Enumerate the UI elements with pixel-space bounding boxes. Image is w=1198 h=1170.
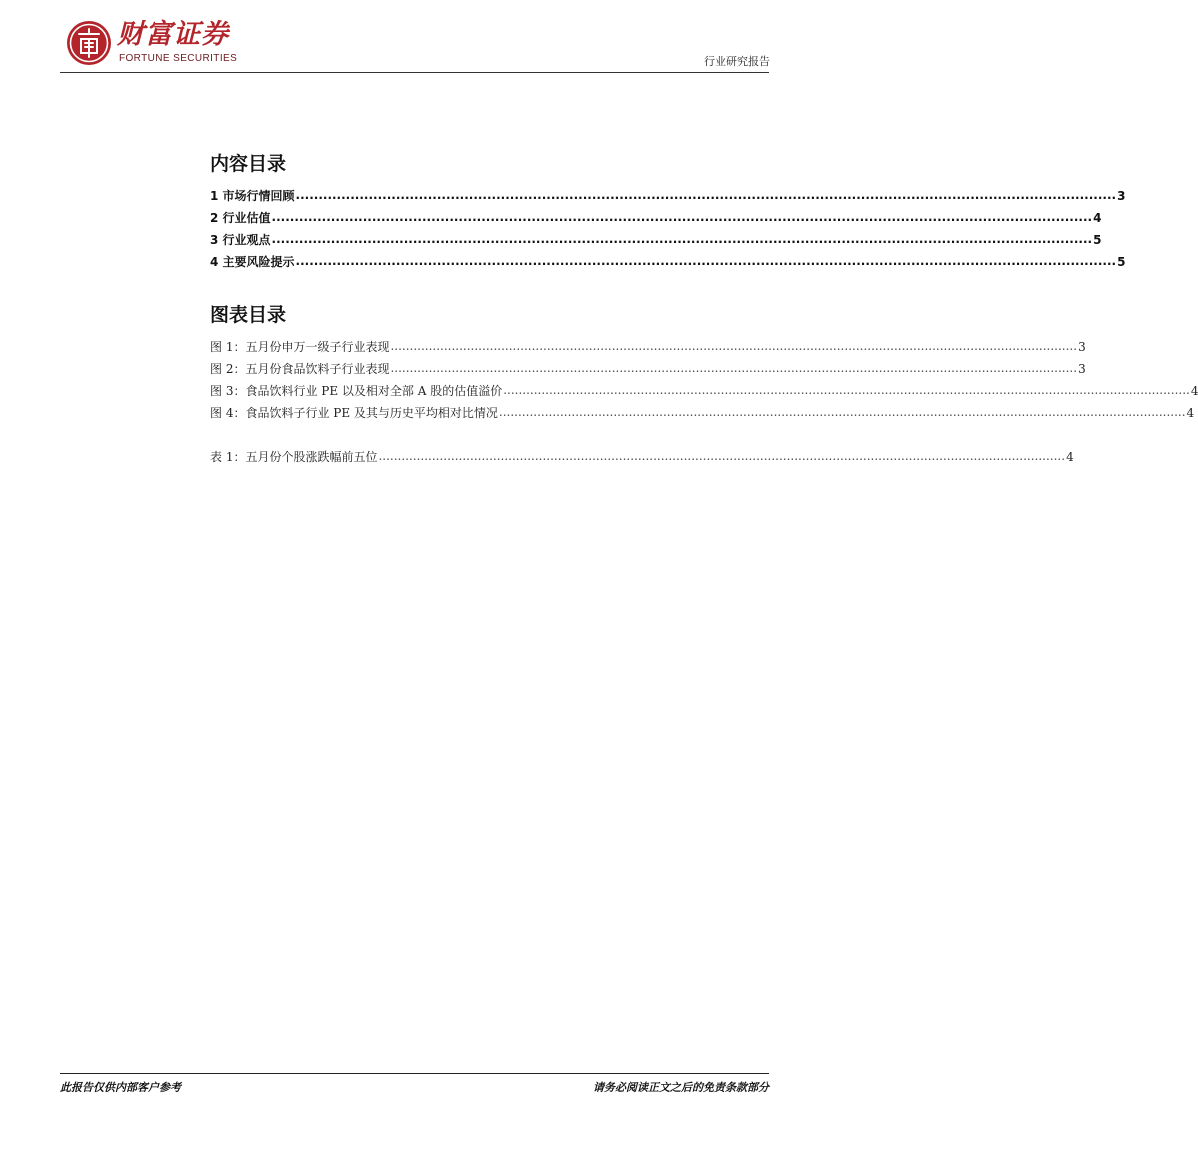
figures-title: 图表目录 — [210, 304, 287, 326]
leader-dots: .................................................................................................................................................................................... — [498, 405, 1186, 419]
header-divider — [60, 72, 769, 73]
figure-entry-label: 图 2：五月份食品饮料子行业表现 — [210, 362, 390, 376]
leader-dots: .................................................................................................................................................................................... — [378, 449, 1066, 463]
table-entry[interactable] — [210, 449, 1074, 465]
leader-dots: .................................................................................................................................................................................... — [271, 210, 1093, 224]
figure-entry-page: 4 — [1186, 406, 1195, 420]
toc-entry[interactable] — [210, 210, 1102, 226]
footer-disclaimer-right: 请务必阅读正文之后的免责条款部分 — [593, 1081, 769, 1094]
leader-dots: .................................................................................................................................................................................... — [271, 232, 1093, 246]
figure-entry-page: 4 — [1190, 384, 1198, 398]
figure-entry-label: 图 3：食品饮料行业 PE 以及相对全部 A 股的估值溢价 — [210, 384, 503, 398]
toc-entry-page: 5 — [1093, 233, 1102, 247]
fortune-securities-logo — [66, 20, 112, 66]
brand-name-en: FORTUNE SECURITIES — [119, 53, 238, 64]
toc-entry-label: 2 行业估值 — [210, 211, 271, 225]
figure-entry-label: 图 1：五月份申万一级子行业表现 — [210, 340, 390, 354]
figure-entry[interactable] — [210, 339, 1086, 355]
toc-entry-page: 5 — [1117, 255, 1126, 269]
table-entry-page: 4 — [1066, 450, 1074, 464]
toc-entry-label: 3 行业观点 — [210, 233, 271, 247]
toc-entry[interactable] — [210, 188, 1126, 204]
figure-entry[interactable] — [210, 405, 1195, 421]
footer-divider — [60, 1073, 769, 1074]
leader-dots: .................................................................................................................................................................................... — [390, 361, 1078, 375]
leader-dots: .................................................................................................................................................................................... — [295, 188, 1117, 202]
figure-entry-page: 3 — [1078, 340, 1086, 354]
figure-entry-page: 3 — [1078, 362, 1086, 376]
toc-entry[interactable] — [210, 232, 1102, 248]
toc-entry-label: 1 市场行情回顾 — [210, 189, 295, 203]
brand-name-cn: 财富证券 — [117, 19, 229, 50]
toc-entry-page: 3 — [1117, 189, 1126, 203]
figure-entry[interactable] — [210, 383, 1198, 399]
toc-entry-label: 4 主要风险提示 — [210, 255, 295, 269]
leader-dots: .................................................................................................................................................................................... — [295, 254, 1117, 268]
footer-disclaimer-left: 此报告仅供内部客户参考 — [60, 1081, 181, 1094]
figure-entry[interactable] — [210, 361, 1086, 377]
contents-title: 内容目录 — [210, 153, 287, 175]
leader-dots: .................................................................................................................................................................................... — [503, 383, 1190, 397]
document-type: 行业研究报告 — [704, 55, 770, 68]
figure-entry-label: 图 4：食品饮料子行业 PE 及其与历史平均相对比情况 — [210, 406, 498, 420]
toc-entry-page: 4 — [1093, 211, 1102, 225]
leader-dots: .................................................................................................................................................................................... — [390, 339, 1078, 353]
toc-entry[interactable] — [210, 254, 1126, 270]
table-entry-label: 表 1：五月份个股涨跌幅前五位 — [210, 450, 378, 464]
